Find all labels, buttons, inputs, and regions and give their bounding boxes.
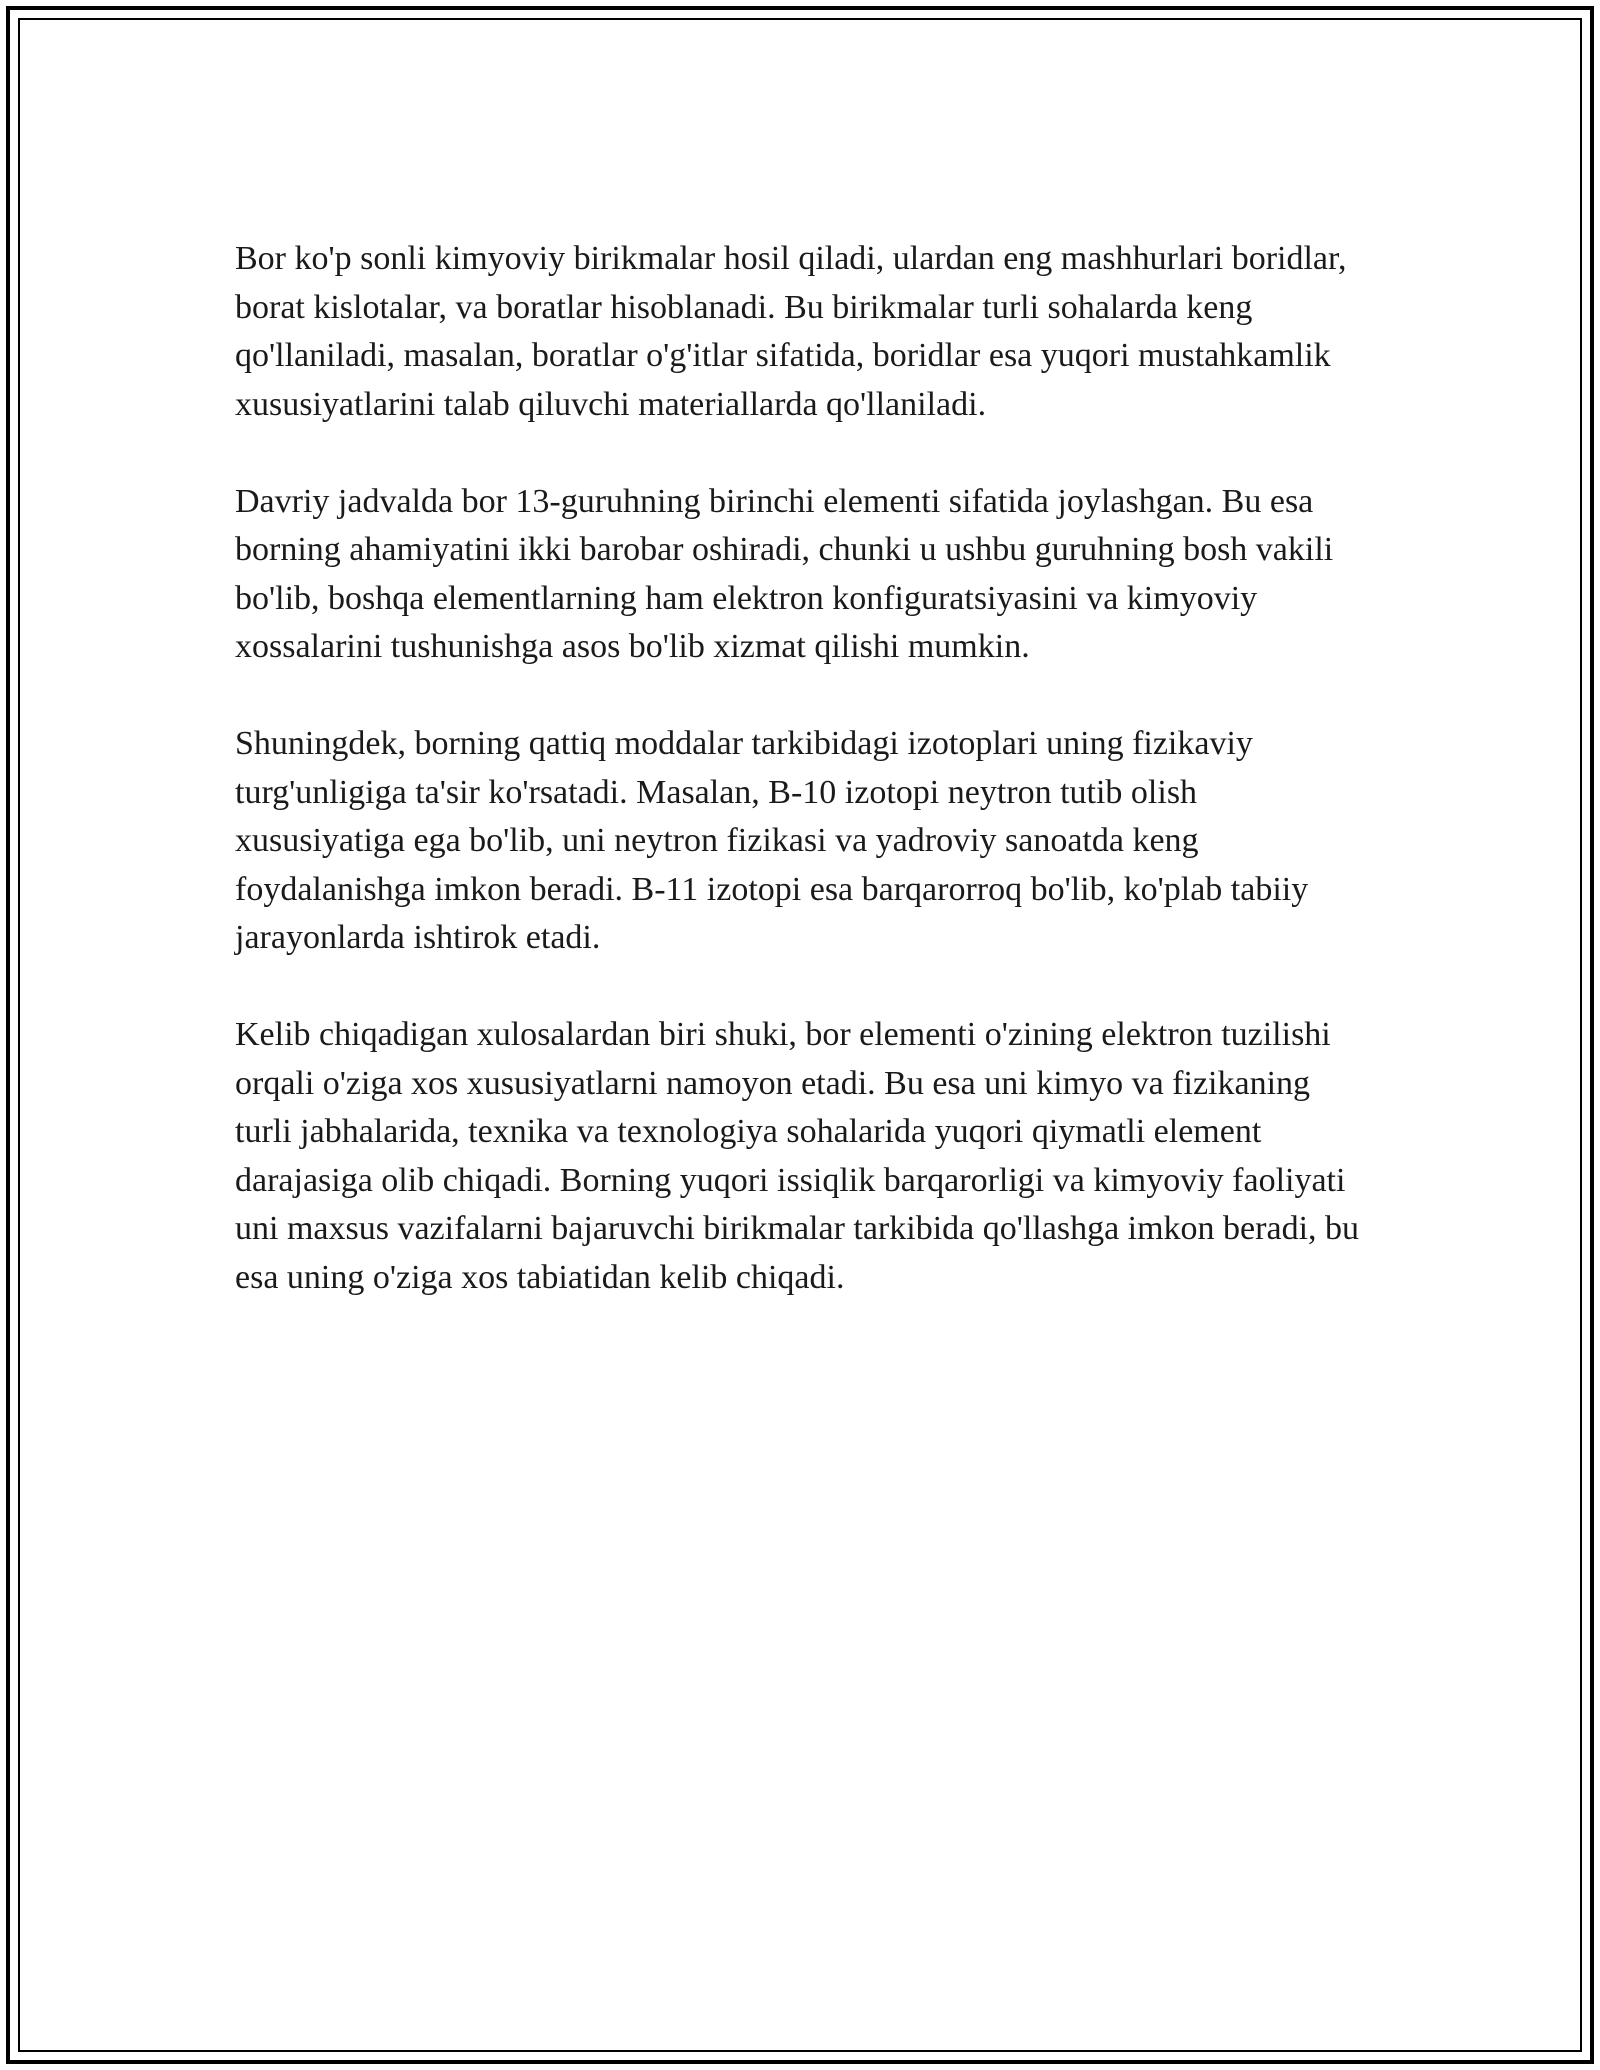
document-body bbox=[235, 235, 1375, 1351]
paragraph-4: Kelib chiqadigan xulosalardan biri shuki, bor elementi o'zining elektron tuzilishi orqali o'ziga xos xususiyatlarni namoyon etadi. Bu esa uni kimyo va fizikaning turli jabhalarida, texnika va texnologiya sohalarida yuqori qiymatli element darajasiga olib chiqadi. Borning yuqori issiqlik barqarorligi va kimyoviy faoliyati uni maxsus vazifalarni bajaruvchi birikmalar tarkibida qo'llashga imkon beradi, bu esa uning o'ziga xos tabiatidan kelib chiqadi. bbox=[235, 1016, 1360, 1296]
paragraph-2: Davriy jadvalda bor 13-guruhning birinchi elementi sifatida joylashgan. Bu esa borning ahamiyatini ikki barobar oshiradi, chunki u ushbu guruhning bosh vakili bo'lib, boshqa elementlarning ham elektron konfiguratsiyasini va kimyoviy xossalarini tushunishga asos bo'lib xizmat qilishi mumkin. bbox=[235, 482, 1334, 665]
paragraph-3: Shuningdek, borning qattiq moddalar tarkibidagi izotoplari uning fizikaviy turg'unligiga ta'sir ko'rsatadi. Masalan, B-10 izotopi neytron tutib olish xususiyatiga ega bo'lib, uni neytron fizikasi va yadroviy sanoatda keng foydalanishga imkon beradi. B-11 izotopi esa barqarorroq bo'lib, ko'plab tabiiy jarayonlarda ishtirok etadi. bbox=[235, 725, 1309, 956]
paragraph-1: Bor ko'p sonli kimyoviy birikmalar hosil qiladi, ulardan eng mashhurlari boridlar, borat kislotalar, va boratlar hisoblanadi. Bu birikmalar turli sohalarda keng qo'llaniladi, masalan, boratlar o'g'itlar sifatida, boridlar esa yuqori mustahkamlik xususiyatlarini talab qiluvchi materiallarda qo'llaniladi. bbox=[235, 240, 1347, 423]
